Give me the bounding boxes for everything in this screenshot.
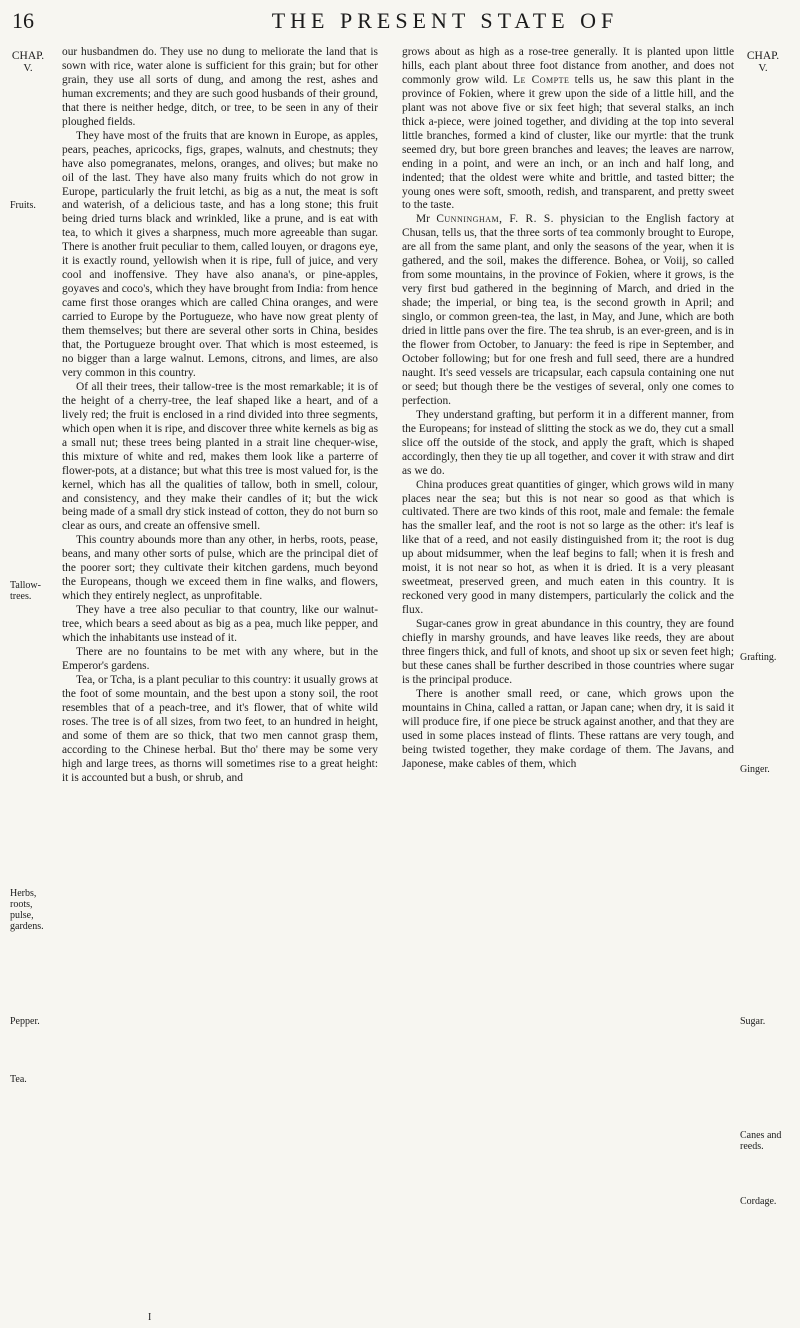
margin-note-canes: Canes and reeds. bbox=[740, 1130, 782, 1152]
margin-note-ginger: Ginger. bbox=[740, 764, 770, 775]
text-run: grows about as high as a rose-tree generally. It is planted upon little hills, each plant about three foot distance from another, and does not commonly grow wild. bbox=[402, 46, 734, 86]
margin-note-sugar: Sugar. bbox=[740, 1016, 766, 1027]
paragraph bbox=[402, 46, 734, 213]
text-run: Mr bbox=[416, 213, 430, 226]
paragraph: They have most of the fruits that are known in Europe, as apples, pears, peaches, apricocks, figs, grapes, walnuts, and chestnuts; they have also pomegranates, melons, oranges, and olives; but make no oil of the last. They have also many fruits which do not grow in Europe, particularly the fruit letchi, as big as a nut, the meat is soft and waterish, of a delicious taste, and has a long stone; this fruit being dried turns black and wrinkled, like a prune, and is eat with tea, to which it gives a sharpness, much more agreeable than sugar. There is another fruit peculiar to them, called louyen, or dragons eye, it is exactly round, yellowish when it is ripe, full of juice, and very cool and inoffensive. They have also anana's, or pine-apples, goyaves and coco's, which they have brought from India: from hence came first those oranges which are called China oranges, and were carried to Europe by the Portugueze, who have now great plenty of them themselves; but there are several other sorts in China, besides that, the Portugueze brought over. That which is most esteemed, is no bigger than a large walnut. Lemons, citrons, and limes, are also very common in this country. bbox=[62, 129, 378, 379]
paragraph: They have a tree also peculiar to that country, like our walnut-tree, which bears a seed about as big as a pea, much like pepper, and which the inhabitants use instead of it. bbox=[62, 604, 378, 645]
chapter-label: CHAP. bbox=[746, 50, 780, 62]
chapter-mark-right bbox=[740, 50, 786, 74]
paragraph: They understand grafting, but perform it in a different manner, from the Europeans; for instead of slitting the stock as we do, they cut a small slice off the outside of the stock, and apply the graft, which is shaped accordingly, then they tie up all together, and cover it with straw and dirt as we do. bbox=[402, 408, 734, 477]
paragraph: Of all their trees, their tallow-tree is the most remarkable; it is of the height of a cherry-tree, the leaf shaped like a heart, and of a lively red; the fruit is enclosed in a rind divided into three segments, which open when it is ripe, and discover three white kernels as big as a small nut; these trees being planted in a strait line chequer-wise, this mixture of white and red, makes them look like a parterre of flower-pots, at a distance; but what this tree is most valued for, is the kernel, which has all the qualities of tallow, both in smell, colour, and consistency, and they make their candles of it; but the wick being made of a small dry stick instead of cotton, they do not burn so clear as ours, and create an offensive smell. bbox=[62, 380, 378, 533]
margin-note-cordage: Cordage. bbox=[740, 1196, 777, 1207]
paragraph: There is another small reed, or cane, which grows upon the mountains in China, called a rattan, or Japan cane; when dry, it is said it will produce fire, if one piece be struck against another, and that they are used in some places instead of flints. These rattans are very tough, and being twisted together, they make cordage of them. The Javans, and Japonese, make cables of them, which bbox=[402, 687, 734, 770]
margin-note-fruits: Fruits. bbox=[10, 200, 36, 211]
margin-note-pepper: Pepper. bbox=[10, 1016, 40, 1027]
page-header bbox=[8, 6, 792, 40]
paragraph: There are no fountains to be met with any where, but in the Emperor's gardens. bbox=[62, 645, 378, 672]
text-run: physician to the English factory at Chusan, tells us, that the three sorts of tea commonly brought to Europe, are all from the same plant, and only the seasons of the year, when it is gathered, and the soil, makes the difference. Bohea, or Voiij, so called from some mountains, in the province of Fokien, where it grows, is the very first bud gathered in the beginning of March, and dried in the shade; the imperial, or bing tea, is the second growth in April; and singlo, or common green-tea, the last, in May, and June, which are both dried in little pans over the fire. The tea shrub, is an ever-green, and is in the flower from October, to January: the feed is ripe in September, and October following; but for one fresh and full seed, there are a hundred naught. It's seed vessels are tricapsular, each capsula containing one nut or seed; but though there be the vestiges of several, only one comes to perfection. bbox=[402, 213, 735, 407]
margin-note-tea: Tea. bbox=[10, 1074, 27, 1085]
paragraph: our husbandmen do. They use no dung to meliorate the land that is sown with rice, water alone is sufficient for this grain; but for other grain, they use all sorts of dung, and among the rest, ashes and human excrements; and they are such good husbands of their ground, that there is neither hedge, ditch, or tree, to be seen in any of their ploughed fields. bbox=[62, 46, 379, 128]
chapter-number: V. bbox=[758, 62, 768, 74]
paragraph: This country abounds more than any other, in herbs, roots, pease, beans, and many other sorts of pulse, which are the principal diet of the poorer sort; they cultivate their kitchen gardens, much beyond the Europeans, though we exceed them in fine walks, and flowers, which they entirely neglect, as unprofitable. bbox=[62, 534, 378, 603]
text-run: tells us, he saw this plant in the province of Fokien, where it grew upon the side of a little hill, and the plant was not above five or six feet high; that several stalks, an inch thick a-piece, were joined together, and dividing at the top into several little branches, formed a kind of cluster, like our myrtle: that the trunk seemed dry, but bore green branches and leaves; the leaves are narrow, ending in a point, and were an inch, or an inch and half long, and indented; that the oldest were white and brittle, and tasted bitter; the young ones were soft, smooth, redish, and transparent, and pretty sweet to the taste. bbox=[402, 73, 734, 212]
running-title: THE PRESENT STATE OF bbox=[271, 8, 619, 33]
paragraph: Tea, or Tcha, is a plant peculiar to this country: it usually grows at the foot of some mountain, and the best upon a stony soil, the root resembles that of a peach-tree, and it's flower, that of white wild roses. The tree is of all sizes, from two feet, to an hundred in height, and some of them are so thick, that two men cannot grasp them, according to the Chinese herbal. But tho' there may be some very high and large trees, as thorns will sometimes rise to a great height: it is accounted but a bush, or shrub, and bbox=[62, 673, 378, 784]
chapter-mark-left bbox=[8, 50, 48, 74]
page-number: 16 bbox=[12, 8, 34, 33]
author-name: Le Compte bbox=[513, 73, 570, 86]
text-column-right bbox=[402, 46, 734, 772]
paragraph: Sugar-canes grow in great abundance in this country, they are found chiefly in marshy grounds, and have leaves like reeds, they are about three fingers thick, and full of knots, and shoot up six or seven feet high; but these canes shall be further described in those countries where sugar is the principal produce. bbox=[402, 618, 734, 686]
chapter-label: CHAP. bbox=[11, 50, 45, 62]
margin-note-herbs: Herbs, roots, pulse, gardens. bbox=[10, 888, 44, 932]
margin-note-tallow-trees: Tallow-trees. bbox=[10, 580, 41, 602]
signature-mark: I bbox=[148, 1312, 152, 1323]
paragraph bbox=[402, 213, 734, 408]
author-name: Cunningham, F. R. S. bbox=[436, 213, 555, 226]
paragraph: China produces great quantities of ginger, which grows wild in many places near the sea; but this is not near so good as that which is cultivated. There are two kinds of this root, male and female: the female has the smaller leaf, and the root is not so large as the other: it's leaf is like that of a reed, and not easily distinguished from it; the root is dug up about midsummer, when the leaf begins to fall; when it is fresh and moist, it is not near so hot, as when it is dried. It is a very pleasant sweetmeat, preserved green, and much eaten in this country. It is reckoned very good in many distempers, particularly the colick and the flux. bbox=[402, 478, 734, 617]
margin-note-grafting: Grafting. bbox=[740, 652, 777, 663]
chapter-number: V. bbox=[23, 62, 33, 74]
text-column-left bbox=[62, 46, 378, 786]
